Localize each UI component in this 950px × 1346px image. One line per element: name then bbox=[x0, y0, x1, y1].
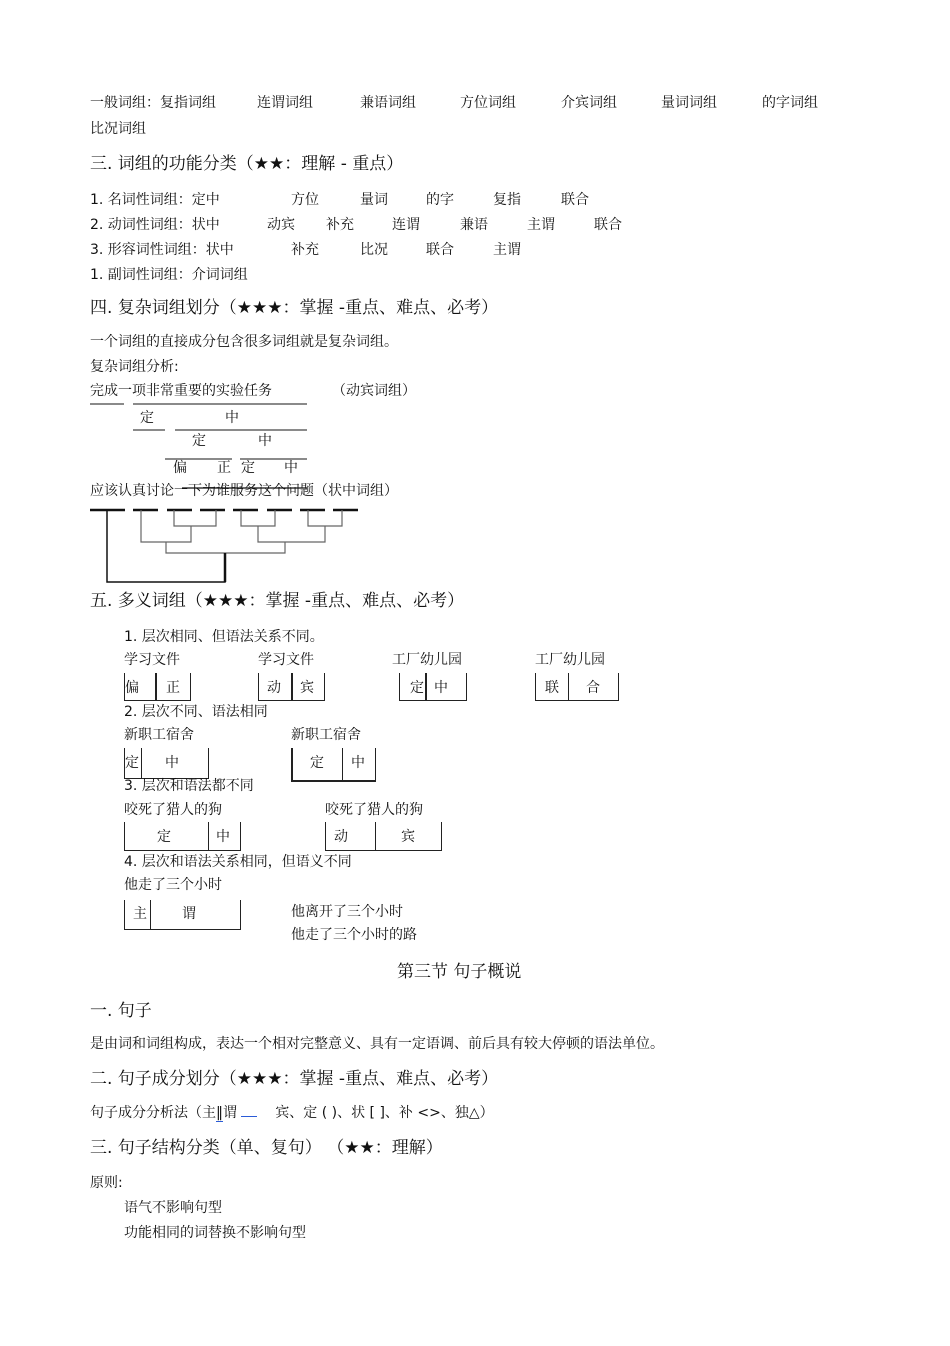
predicate-mark bbox=[241, 1116, 257, 1117]
case-title: 3. 层次和语法都不同 bbox=[124, 778, 254, 794]
row-item: 的字 bbox=[426, 192, 454, 208]
analysis-box bbox=[124, 822, 241, 851]
row-item: 联合 bbox=[594, 217, 622, 233]
section-heading: 五. 多义词组（★★★：掌握 -重点、难点、必考） bbox=[90, 591, 465, 611]
example-phrase: 他走了三个小时 bbox=[124, 877, 222, 893]
analysis-box bbox=[124, 900, 241, 930]
row-item: 方位 bbox=[291, 192, 319, 208]
box-label: 中 bbox=[216, 829, 230, 845]
analysis-box bbox=[291, 748, 376, 782]
text: 谓 bbox=[223, 1105, 237, 1121]
analysis-box bbox=[258, 673, 325, 701]
example-phrase: 新职工宿舍 bbox=[291, 727, 361, 743]
example-phrase: 学习文件 bbox=[124, 652, 180, 668]
general-item: 兼语词组 bbox=[360, 95, 416, 111]
general-label: 一般词组：复指词组 bbox=[90, 95, 216, 111]
case-title: 4. 层次和语法关系相同，但语义不同 bbox=[124, 854, 352, 870]
row-item: 兼语 bbox=[460, 217, 488, 233]
box-label: 动 bbox=[334, 829, 348, 845]
row-item: 连谓 bbox=[392, 217, 420, 233]
analysis-label: 偏 bbox=[173, 460, 187, 476]
analysis-box bbox=[535, 673, 619, 701]
box-label: 宾 bbox=[300, 680, 314, 696]
row-item: 联合 bbox=[426, 242, 454, 258]
box-label: 定 bbox=[157, 829, 171, 845]
analysis-label: 正 bbox=[217, 460, 231, 476]
section-heading: 二. 句子成分划分（★★★：掌握 -重点、难点、必考） bbox=[90, 1069, 499, 1089]
example-phrase: 学习文件 bbox=[258, 652, 314, 668]
general-item: 的字词组 bbox=[762, 95, 818, 111]
box-label: 联 bbox=[545, 680, 559, 696]
box-label: 宾 bbox=[401, 829, 415, 845]
box-label: 谓 bbox=[182, 906, 196, 922]
example-phrase: 工厂幼儿园 bbox=[392, 652, 462, 668]
analysis-box bbox=[124, 748, 209, 779]
box-label: 动 bbox=[267, 680, 281, 696]
row-label: 1. 副词性词组：介词词组 bbox=[90, 267, 248, 283]
example-phrase: 咬死了猎人的狗 bbox=[124, 802, 222, 818]
box-label: 定 bbox=[310, 755, 324, 771]
analysis-method bbox=[90, 1104, 494, 1122]
row-item: 主谓 bbox=[493, 242, 521, 258]
box-label: 中 bbox=[165, 755, 179, 771]
case-title: 2. 层次不同、语法相同 bbox=[124, 704, 268, 720]
row-item: 主谓 bbox=[527, 217, 555, 233]
section-heading: 四. 复杂词组划分（★★★：掌握 -重点、难点、必考） bbox=[90, 298, 499, 318]
analysis-box bbox=[325, 822, 442, 851]
box-label: 正 bbox=[166, 680, 180, 696]
box-label: 定 bbox=[125, 755, 139, 771]
box-label: 定 bbox=[410, 680, 424, 696]
text: 宾、定 ( )、状 [ ]、补 <>、独△） bbox=[275, 1105, 494, 1121]
paragraph: 原则: bbox=[90, 1175, 123, 1191]
text: 句子成分分析法（主 bbox=[90, 1105, 216, 1121]
row-label: 3. 形容词性词组：状中 bbox=[90, 242, 234, 258]
general-item: 方位词组 bbox=[460, 95, 516, 111]
analysis-label: 中 bbox=[258, 433, 272, 449]
case-title: 1. 层次相同、但语法关系不同。 bbox=[124, 629, 324, 645]
analysis-box bbox=[124, 673, 191, 701]
example-phrase: 应该认真讨论一下为谁服务这个问题（状中词组） bbox=[90, 483, 398, 499]
paragraph: 复杂词组分析: bbox=[90, 359, 179, 375]
example-phrase: 工厂幼儿园 bbox=[535, 652, 605, 668]
row-item: 联合 bbox=[561, 192, 589, 208]
box-label: 主 bbox=[133, 906, 147, 922]
general-item: 比况词组 bbox=[90, 121, 146, 137]
example-sentence: 他离开了三个小时 bbox=[291, 904, 403, 920]
analysis-label: 中 bbox=[284, 460, 298, 476]
box-label: 合 bbox=[586, 680, 600, 696]
box-label: 中 bbox=[351, 755, 365, 771]
general-item: 连谓词组 bbox=[257, 95, 313, 111]
row-item: 比况 bbox=[360, 242, 388, 258]
principle: 语气不影响句型 bbox=[124, 1200, 222, 1216]
analysis-label: 定 bbox=[192, 433, 206, 449]
box-label: 中 bbox=[434, 680, 448, 696]
general-item: 介宾词组 bbox=[561, 95, 617, 111]
analysis-box bbox=[399, 673, 467, 701]
example-sentence: 他走了三个小时的路 bbox=[291, 927, 417, 943]
analysis-label: 定 bbox=[140, 410, 154, 426]
row-item: 复指 bbox=[493, 192, 521, 208]
paragraph: 一个词组的直接成分包含很多词组就是复杂词组。 bbox=[90, 334, 398, 350]
subject-mark: ‖ bbox=[216, 1105, 223, 1121]
row-item: 量词 bbox=[360, 192, 388, 208]
analysis-label: 中 bbox=[225, 410, 239, 426]
section-heading: 三. 句子结构分类（单、复句） （★★：理解） bbox=[90, 1138, 443, 1158]
analysis-label: 定 bbox=[241, 460, 255, 476]
row-label: 2. 动词性词组：状中 bbox=[90, 217, 220, 233]
example-phrase: 新职工宿舍 bbox=[124, 727, 194, 743]
phrase-analysis-diagram bbox=[0, 0, 950, 600]
row-label: 1. 名词性词组：定中 bbox=[90, 192, 220, 208]
paragraph: 是由词和词组构成，表达一个相对完整意义、具有一定语调、前后具有较大停顿的语法单位。 bbox=[90, 1036, 664, 1052]
box-label: 偏 bbox=[125, 680, 139, 696]
row-item: 动宾 bbox=[267, 217, 295, 233]
row-item: 补充 bbox=[291, 242, 319, 258]
example-phrase: 完成一项非常重要的实验任务 bbox=[90, 383, 272, 399]
row-item: 补充 bbox=[326, 217, 354, 233]
general-item: 量词词组 bbox=[661, 95, 717, 111]
section-title: 第三节 句子概说 bbox=[397, 962, 522, 982]
example-phrase: 咬死了猎人的狗 bbox=[325, 802, 423, 818]
section-heading: 三. 词组的功能分类（★★：理解 - 重点） bbox=[90, 154, 404, 174]
example-type: （动宾词组） bbox=[332, 383, 416, 399]
principle: 功能相同的词替换不影响句型 bbox=[124, 1225, 306, 1241]
section-heading: 一. 句子 bbox=[90, 1001, 152, 1021]
